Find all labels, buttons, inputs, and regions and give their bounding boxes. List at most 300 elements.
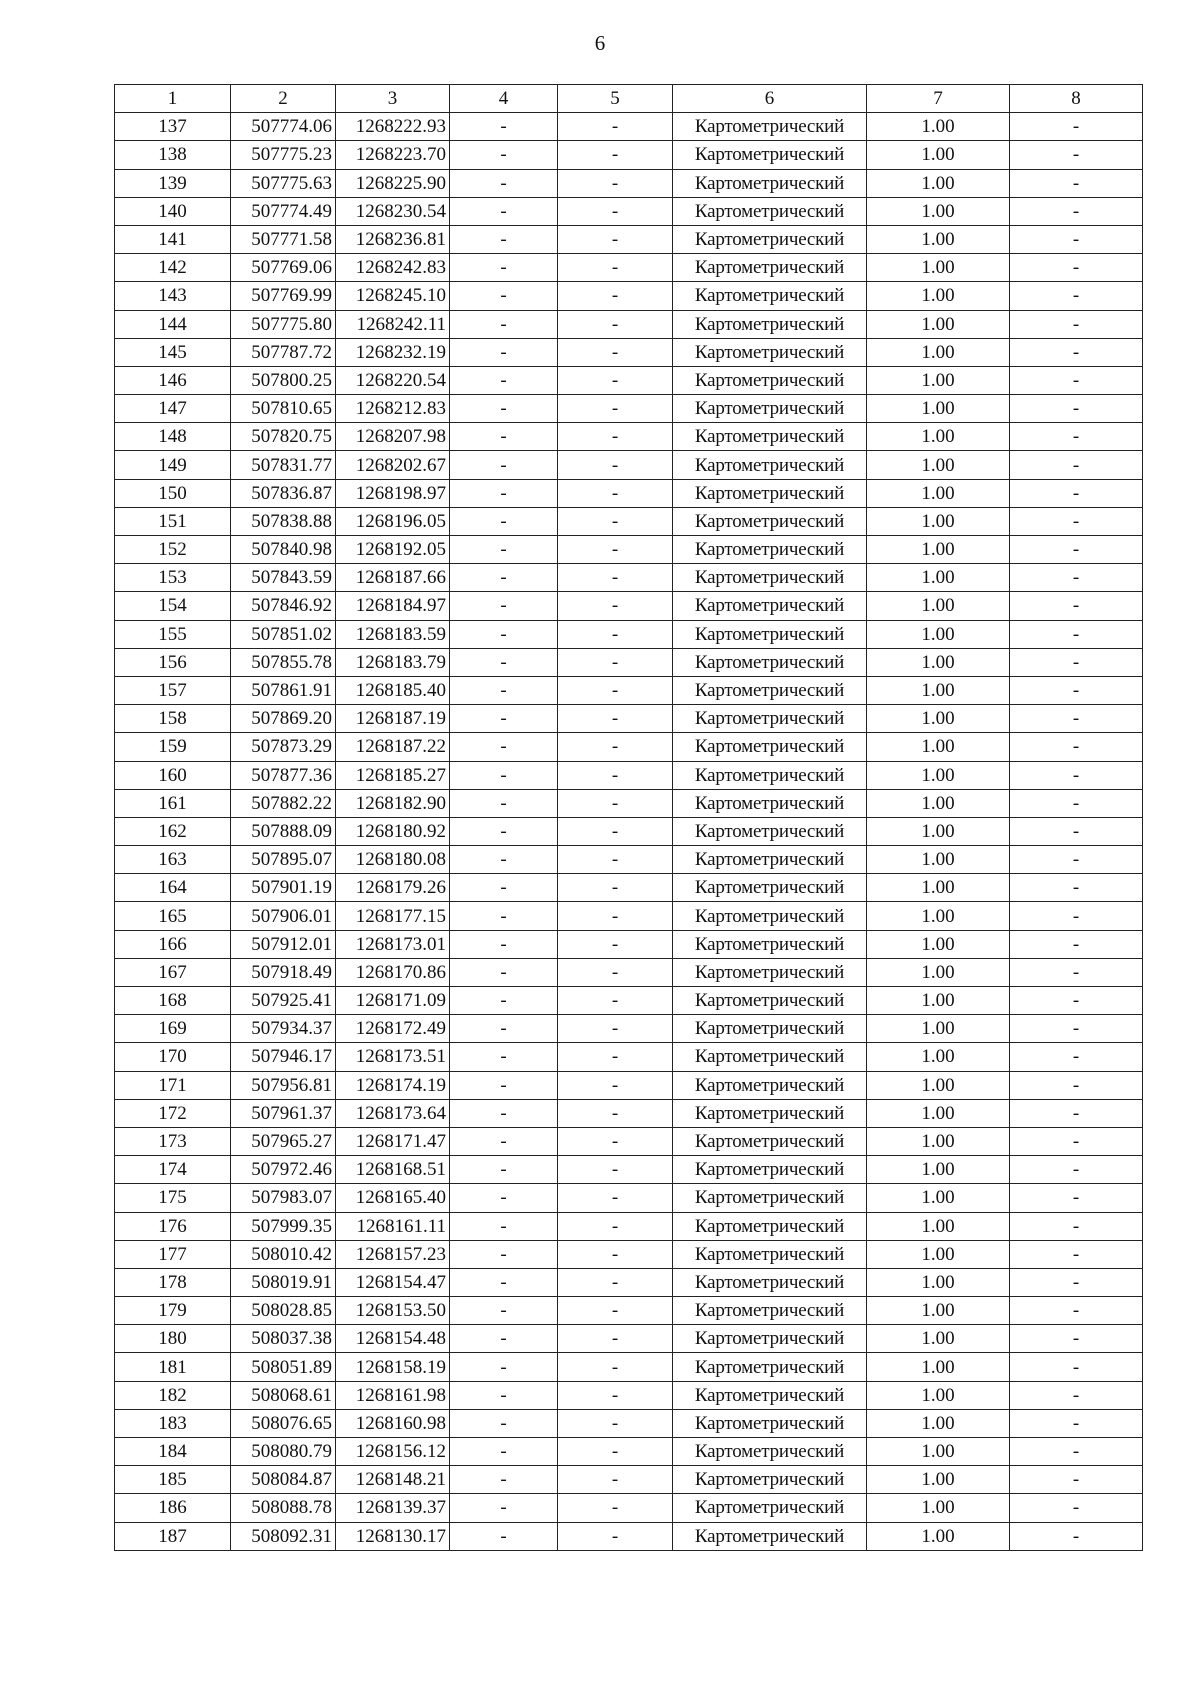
table-row xyxy=(115,676,1143,704)
column-4-cell: - xyxy=(450,761,558,789)
table-row xyxy=(115,479,1143,507)
y-coordinate-cell: 1268236.81 xyxy=(336,225,450,253)
column-5-cell: - xyxy=(558,366,673,394)
column-4-cell: - xyxy=(450,592,558,620)
column-8-cell: - xyxy=(1010,1466,1143,1494)
column-8-cell: - xyxy=(1010,1381,1143,1409)
column-5-cell: - xyxy=(558,817,673,845)
accuracy-cell: 1.00 xyxy=(867,282,1010,310)
column-8-cell: - xyxy=(1010,987,1143,1015)
table-row xyxy=(115,423,1143,451)
x-coordinate-cell: 507882.22 xyxy=(231,789,336,817)
column-8-cell: - xyxy=(1010,395,1143,423)
table-row xyxy=(115,366,1143,394)
accuracy-cell: 1.00 xyxy=(867,1409,1010,1437)
y-coordinate-cell: 1268171.47 xyxy=(336,1127,450,1155)
table-row xyxy=(115,789,1143,817)
column-8-cell: - xyxy=(1010,141,1143,169)
column-8-cell: - xyxy=(1010,1212,1143,1240)
y-coordinate-cell: 1268185.40 xyxy=(336,676,450,704)
column-4-cell: - xyxy=(450,874,558,902)
x-coordinate-cell: 507838.88 xyxy=(231,507,336,535)
x-coordinate-cell: 508019.91 xyxy=(231,1268,336,1296)
column-5-cell: - xyxy=(558,733,673,761)
column-8-cell: - xyxy=(1010,1071,1143,1099)
column-4-cell: - xyxy=(450,197,558,225)
method-cell: Картометрический xyxy=(673,282,867,310)
table-row xyxy=(115,648,1143,676)
column-8-cell: - xyxy=(1010,451,1143,479)
column-4-cell: - xyxy=(450,1268,558,1296)
column-4-cell: - xyxy=(450,338,558,366)
column-4-cell: - xyxy=(450,902,558,930)
column-5-cell: - xyxy=(558,1297,673,1325)
column-5-cell: - xyxy=(558,620,673,648)
y-coordinate-cell: 1268161.98 xyxy=(336,1381,450,1409)
column-8-cell: - xyxy=(1010,1240,1143,1268)
x-coordinate-cell: 507836.87 xyxy=(231,479,336,507)
column-5-cell: - xyxy=(558,451,673,479)
x-coordinate-cell: 507877.36 xyxy=(231,761,336,789)
table-row xyxy=(115,1156,1143,1184)
method-cell: Картометрический xyxy=(673,733,867,761)
table-row xyxy=(115,1494,1143,1522)
header-cell: 5 xyxy=(558,85,673,113)
method-cell: Картометрический xyxy=(673,1156,867,1184)
point-number-cell: 144 xyxy=(115,310,231,338)
column-8-cell: - xyxy=(1010,338,1143,366)
column-4-cell: - xyxy=(450,113,558,141)
column-5-cell: - xyxy=(558,1268,673,1296)
table-row xyxy=(115,1438,1143,1466)
x-coordinate-cell: 508010.42 xyxy=(231,1240,336,1268)
table-row xyxy=(115,1297,1143,1325)
table-row xyxy=(115,1212,1143,1240)
y-coordinate-cell: 1268245.10 xyxy=(336,282,450,310)
y-coordinate-cell: 1268242.11 xyxy=(336,310,450,338)
column-8-cell: - xyxy=(1010,1156,1143,1184)
y-coordinate-cell: 1268179.26 xyxy=(336,874,450,902)
x-coordinate-cell: 508084.87 xyxy=(231,1466,336,1494)
y-coordinate-cell: 1268212.83 xyxy=(336,395,450,423)
column-8-cell: - xyxy=(1010,254,1143,282)
x-coordinate-cell: 507846.92 xyxy=(231,592,336,620)
method-cell: Картометрический xyxy=(673,479,867,507)
column-5-cell: - xyxy=(558,1184,673,1212)
table-row xyxy=(115,1325,1143,1353)
column-8-cell: - xyxy=(1010,761,1143,789)
y-coordinate-cell: 1268170.86 xyxy=(336,958,450,986)
column-5-cell: - xyxy=(558,676,673,704)
table-row xyxy=(115,874,1143,902)
x-coordinate-cell: 508028.85 xyxy=(231,1297,336,1325)
column-8-cell: - xyxy=(1010,1438,1143,1466)
y-coordinate-cell: 1268168.51 xyxy=(336,1156,450,1184)
accuracy-cell: 1.00 xyxy=(867,564,1010,592)
column-4-cell: - xyxy=(450,676,558,704)
column-5-cell: - xyxy=(558,987,673,1015)
method-cell: Картометрический xyxy=(673,1212,867,1240)
x-coordinate-cell: 507820.75 xyxy=(231,423,336,451)
x-coordinate-cell: 507774.06 xyxy=(231,113,336,141)
column-8-cell: - xyxy=(1010,1325,1143,1353)
y-coordinate-cell: 1268242.83 xyxy=(336,254,450,282)
y-coordinate-cell: 1268156.12 xyxy=(336,1438,450,1466)
column-8-cell: - xyxy=(1010,1522,1143,1550)
y-coordinate-cell: 1268180.92 xyxy=(336,817,450,845)
method-cell: Картометрический xyxy=(673,113,867,141)
y-coordinate-cell: 1268183.79 xyxy=(336,648,450,676)
point-number-cell: 152 xyxy=(115,536,231,564)
x-coordinate-cell: 507934.37 xyxy=(231,1015,336,1043)
x-coordinate-cell: 507775.23 xyxy=(231,141,336,169)
point-number-cell: 184 xyxy=(115,1438,231,1466)
point-number-cell: 140 xyxy=(115,197,231,225)
y-coordinate-cell: 1268225.90 xyxy=(336,169,450,197)
accuracy-cell: 1.00 xyxy=(867,225,1010,253)
point-number-cell: 142 xyxy=(115,254,231,282)
y-coordinate-cell: 1268184.97 xyxy=(336,592,450,620)
accuracy-cell: 1.00 xyxy=(867,423,1010,451)
method-cell: Картометрический xyxy=(673,1297,867,1325)
column-5-cell: - xyxy=(558,395,673,423)
column-8-cell: - xyxy=(1010,507,1143,535)
column-5-cell: - xyxy=(558,1015,673,1043)
table-row xyxy=(115,930,1143,958)
method-cell: Картометрический xyxy=(673,451,867,479)
column-4-cell: - xyxy=(450,705,558,733)
table-row xyxy=(115,761,1143,789)
accuracy-cell: 1.00 xyxy=(867,1043,1010,1071)
method-cell: Картометрический xyxy=(673,761,867,789)
column-5-cell: - xyxy=(558,282,673,310)
method-cell: Картометрический xyxy=(673,169,867,197)
column-8-cell: - xyxy=(1010,930,1143,958)
column-4-cell: - xyxy=(450,1438,558,1466)
point-number-cell: 175 xyxy=(115,1184,231,1212)
x-coordinate-cell: 507843.59 xyxy=(231,564,336,592)
table-row xyxy=(115,592,1143,620)
table-row xyxy=(115,169,1143,197)
table-row xyxy=(115,1127,1143,1155)
column-8-cell: - xyxy=(1010,1099,1143,1127)
y-coordinate-cell: 1268173.01 xyxy=(336,930,450,958)
table-row xyxy=(115,197,1143,225)
column-8-cell: - xyxy=(1010,282,1143,310)
x-coordinate-cell: 507912.01 xyxy=(231,930,336,958)
column-4-cell: - xyxy=(450,1409,558,1437)
column-5-cell: - xyxy=(558,197,673,225)
x-coordinate-cell: 507895.07 xyxy=(231,846,336,874)
column-8-cell: - xyxy=(1010,902,1143,930)
column-8-cell: - xyxy=(1010,1043,1143,1071)
method-cell: Картометрический xyxy=(673,1127,867,1155)
table-row xyxy=(115,141,1143,169)
accuracy-cell: 1.00 xyxy=(867,197,1010,225)
point-number-cell: 157 xyxy=(115,676,231,704)
method-cell: Картометрический xyxy=(673,1268,867,1296)
y-coordinate-cell: 1268222.93 xyxy=(336,113,450,141)
x-coordinate-cell: 507972.46 xyxy=(231,1156,336,1184)
column-4-cell: - xyxy=(450,1184,558,1212)
column-4-cell: - xyxy=(450,225,558,253)
point-number-cell: 171 xyxy=(115,1071,231,1099)
point-number-cell: 137 xyxy=(115,113,231,141)
column-4-cell: - xyxy=(450,1043,558,1071)
table-row xyxy=(115,395,1143,423)
column-4-cell: - xyxy=(450,733,558,761)
y-coordinate-cell: 1268202.67 xyxy=(336,451,450,479)
table-row xyxy=(115,1268,1143,1296)
point-number-cell: 178 xyxy=(115,1268,231,1296)
method-cell: Картометрический xyxy=(673,1240,867,1268)
accuracy-cell: 1.00 xyxy=(867,1071,1010,1099)
column-5-cell: - xyxy=(558,254,673,282)
column-4-cell: - xyxy=(450,987,558,1015)
accuracy-cell: 1.00 xyxy=(867,676,1010,704)
x-coordinate-cell: 507775.80 xyxy=(231,310,336,338)
method-cell: Картометрический xyxy=(673,1043,867,1071)
table-row xyxy=(115,705,1143,733)
method-cell: Картометрический xyxy=(673,1381,867,1409)
column-8-cell: - xyxy=(1010,1184,1143,1212)
table-body xyxy=(115,113,1143,1551)
column-4-cell: - xyxy=(450,1353,558,1381)
column-5-cell: - xyxy=(558,113,673,141)
method-cell: Картометрический xyxy=(673,536,867,564)
column-5-cell: - xyxy=(558,958,673,986)
x-coordinate-cell: 507999.35 xyxy=(231,1212,336,1240)
x-coordinate-cell: 507851.02 xyxy=(231,620,336,648)
column-4-cell: - xyxy=(450,1099,558,1127)
method-cell: Картометрический xyxy=(673,874,867,902)
accuracy-cell: 1.00 xyxy=(867,1466,1010,1494)
point-number-cell: 180 xyxy=(115,1325,231,1353)
column-5-cell: - xyxy=(558,789,673,817)
table-row xyxy=(115,1099,1143,1127)
point-number-cell: 174 xyxy=(115,1156,231,1184)
column-5-cell: - xyxy=(558,902,673,930)
point-number-cell: 139 xyxy=(115,169,231,197)
x-coordinate-cell: 507855.78 xyxy=(231,648,336,676)
method-cell: Картометрический xyxy=(673,648,867,676)
table-row xyxy=(115,338,1143,366)
column-5-cell: - xyxy=(558,1156,673,1184)
accuracy-cell: 1.00 xyxy=(867,1325,1010,1353)
table-row xyxy=(115,564,1143,592)
method-cell: Картометрический xyxy=(673,1522,867,1550)
column-8-cell: - xyxy=(1010,789,1143,817)
column-4-cell: - xyxy=(450,1127,558,1155)
table-row xyxy=(115,620,1143,648)
x-coordinate-cell: 507769.06 xyxy=(231,254,336,282)
x-coordinate-cell: 507873.29 xyxy=(231,733,336,761)
accuracy-cell: 1.00 xyxy=(867,1494,1010,1522)
column-5-cell: - xyxy=(558,846,673,874)
point-number-cell: 147 xyxy=(115,395,231,423)
method-cell: Картометрический xyxy=(673,366,867,394)
point-number-cell: 185 xyxy=(115,1466,231,1494)
x-coordinate-cell: 507901.19 xyxy=(231,874,336,902)
column-5-cell: - xyxy=(558,1494,673,1522)
point-number-cell: 172 xyxy=(115,1099,231,1127)
x-coordinate-cell: 508037.38 xyxy=(231,1325,336,1353)
column-4-cell: - xyxy=(450,507,558,535)
y-coordinate-cell: 1268139.37 xyxy=(336,1494,450,1522)
point-number-cell: 183 xyxy=(115,1409,231,1437)
column-8-cell: - xyxy=(1010,169,1143,197)
point-number-cell: 143 xyxy=(115,282,231,310)
method-cell: Картометрический xyxy=(673,564,867,592)
method-cell: Картометрический xyxy=(673,1466,867,1494)
column-5-cell: - xyxy=(558,648,673,676)
x-coordinate-cell: 507771.58 xyxy=(231,225,336,253)
method-cell: Картометрический xyxy=(673,1494,867,1522)
accuracy-cell: 1.00 xyxy=(867,592,1010,620)
y-coordinate-cell: 1268196.05 xyxy=(336,507,450,535)
method-cell: Картометрический xyxy=(673,902,867,930)
x-coordinate-cell: 507810.65 xyxy=(231,395,336,423)
table-row xyxy=(115,113,1143,141)
coordinates-table xyxy=(114,84,1143,1551)
method-cell: Картометрический xyxy=(673,592,867,620)
y-coordinate-cell: 1268187.66 xyxy=(336,564,450,592)
y-coordinate-cell: 1268220.54 xyxy=(336,366,450,394)
point-number-cell: 148 xyxy=(115,423,231,451)
table-row xyxy=(115,536,1143,564)
point-number-cell: 173 xyxy=(115,1127,231,1155)
column-5-cell: - xyxy=(558,1240,673,1268)
table-header-row xyxy=(115,85,1143,113)
point-number-cell: 150 xyxy=(115,479,231,507)
accuracy-cell: 1.00 xyxy=(867,1212,1010,1240)
column-4-cell: - xyxy=(450,648,558,676)
column-4-cell: - xyxy=(450,366,558,394)
column-4-cell: - xyxy=(450,1494,558,1522)
y-coordinate-cell: 1268232.19 xyxy=(336,338,450,366)
column-8-cell: - xyxy=(1010,1353,1143,1381)
column-4-cell: - xyxy=(450,423,558,451)
point-number-cell: 145 xyxy=(115,338,231,366)
method-cell: Картометрический xyxy=(673,789,867,817)
table-row xyxy=(115,1381,1143,1409)
method-cell: Картометрический xyxy=(673,1071,867,1099)
y-coordinate-cell: 1268157.23 xyxy=(336,1240,450,1268)
y-coordinate-cell: 1268174.19 xyxy=(336,1071,450,1099)
x-coordinate-cell: 508068.61 xyxy=(231,1381,336,1409)
x-coordinate-cell: 507888.09 xyxy=(231,817,336,845)
column-4-cell: - xyxy=(450,479,558,507)
accuracy-cell: 1.00 xyxy=(867,366,1010,394)
point-number-cell: 187 xyxy=(115,1522,231,1550)
column-4-cell: - xyxy=(450,1240,558,1268)
table-row xyxy=(115,733,1143,761)
method-cell: Картометрический xyxy=(673,338,867,366)
y-coordinate-cell: 1268187.22 xyxy=(336,733,450,761)
column-4-cell: - xyxy=(450,1156,558,1184)
column-5-cell: - xyxy=(558,507,673,535)
accuracy-cell: 1.00 xyxy=(867,141,1010,169)
column-5-cell: - xyxy=(558,1522,673,1550)
point-number-cell: 151 xyxy=(115,507,231,535)
column-8-cell: - xyxy=(1010,846,1143,874)
column-4-cell: - xyxy=(450,1015,558,1043)
column-4-cell: - xyxy=(450,817,558,845)
table-row xyxy=(115,1409,1143,1437)
column-5-cell: - xyxy=(558,1071,673,1099)
column-4-cell: - xyxy=(450,1212,558,1240)
column-4-cell: - xyxy=(450,1071,558,1099)
y-coordinate-cell: 1268187.19 xyxy=(336,705,450,733)
method-cell: Картометрический xyxy=(673,846,867,874)
x-coordinate-cell: 507769.99 xyxy=(231,282,336,310)
accuracy-cell: 1.00 xyxy=(867,451,1010,479)
x-coordinate-cell: 507840.98 xyxy=(231,536,336,564)
header-cell: 4 xyxy=(450,85,558,113)
method-cell: Картометрический xyxy=(673,310,867,338)
method-cell: Картометрический xyxy=(673,958,867,986)
x-coordinate-cell: 507787.72 xyxy=(231,338,336,366)
accuracy-cell: 1.00 xyxy=(867,620,1010,648)
column-8-cell: - xyxy=(1010,733,1143,761)
x-coordinate-cell: 508092.31 xyxy=(231,1522,336,1550)
column-8-cell: - xyxy=(1010,874,1143,902)
column-8-cell: - xyxy=(1010,676,1143,704)
column-5-cell: - xyxy=(558,338,673,366)
point-number-cell: 181 xyxy=(115,1353,231,1381)
x-coordinate-cell: 507925.41 xyxy=(231,987,336,1015)
y-coordinate-cell: 1268173.51 xyxy=(336,1043,450,1071)
x-coordinate-cell: 508051.89 xyxy=(231,1353,336,1381)
table-row xyxy=(115,1184,1143,1212)
column-4-cell: - xyxy=(450,1522,558,1550)
column-8-cell: - xyxy=(1010,705,1143,733)
point-number-cell: 167 xyxy=(115,958,231,986)
accuracy-cell: 1.00 xyxy=(867,1240,1010,1268)
table-row xyxy=(115,1071,1143,1099)
accuracy-cell: 1.00 xyxy=(867,1156,1010,1184)
column-8-cell: - xyxy=(1010,958,1143,986)
point-number-cell: 182 xyxy=(115,1381,231,1409)
page-number: 6 xyxy=(594,31,606,55)
y-coordinate-cell: 1268161.11 xyxy=(336,1212,450,1240)
accuracy-cell: 1.00 xyxy=(867,338,1010,366)
table-row xyxy=(115,1043,1143,1071)
column-4-cell: - xyxy=(450,1381,558,1409)
accuracy-cell: 1.00 xyxy=(867,1127,1010,1155)
column-8-cell: - xyxy=(1010,113,1143,141)
column-4-cell: - xyxy=(450,958,558,986)
accuracy-cell: 1.00 xyxy=(867,817,1010,845)
method-cell: Картометрический xyxy=(673,1353,867,1381)
method-cell: Картометрический xyxy=(673,705,867,733)
accuracy-cell: 1.00 xyxy=(867,789,1010,817)
point-number-cell: 179 xyxy=(115,1297,231,1325)
column-5-cell: - xyxy=(558,423,673,451)
column-4-cell: - xyxy=(450,789,558,817)
column-8-cell: - xyxy=(1010,1297,1143,1325)
column-8-cell: - xyxy=(1010,479,1143,507)
accuracy-cell: 1.00 xyxy=(867,958,1010,986)
y-coordinate-cell: 1268192.05 xyxy=(336,536,450,564)
column-5-cell: - xyxy=(558,1353,673,1381)
y-coordinate-cell: 1268207.98 xyxy=(336,423,450,451)
x-coordinate-cell: 507831.77 xyxy=(231,451,336,479)
column-5-cell: - xyxy=(558,705,673,733)
accuracy-cell: 1.00 xyxy=(867,1353,1010,1381)
accuracy-cell: 1.00 xyxy=(867,1438,1010,1466)
accuracy-cell: 1.00 xyxy=(867,254,1010,282)
